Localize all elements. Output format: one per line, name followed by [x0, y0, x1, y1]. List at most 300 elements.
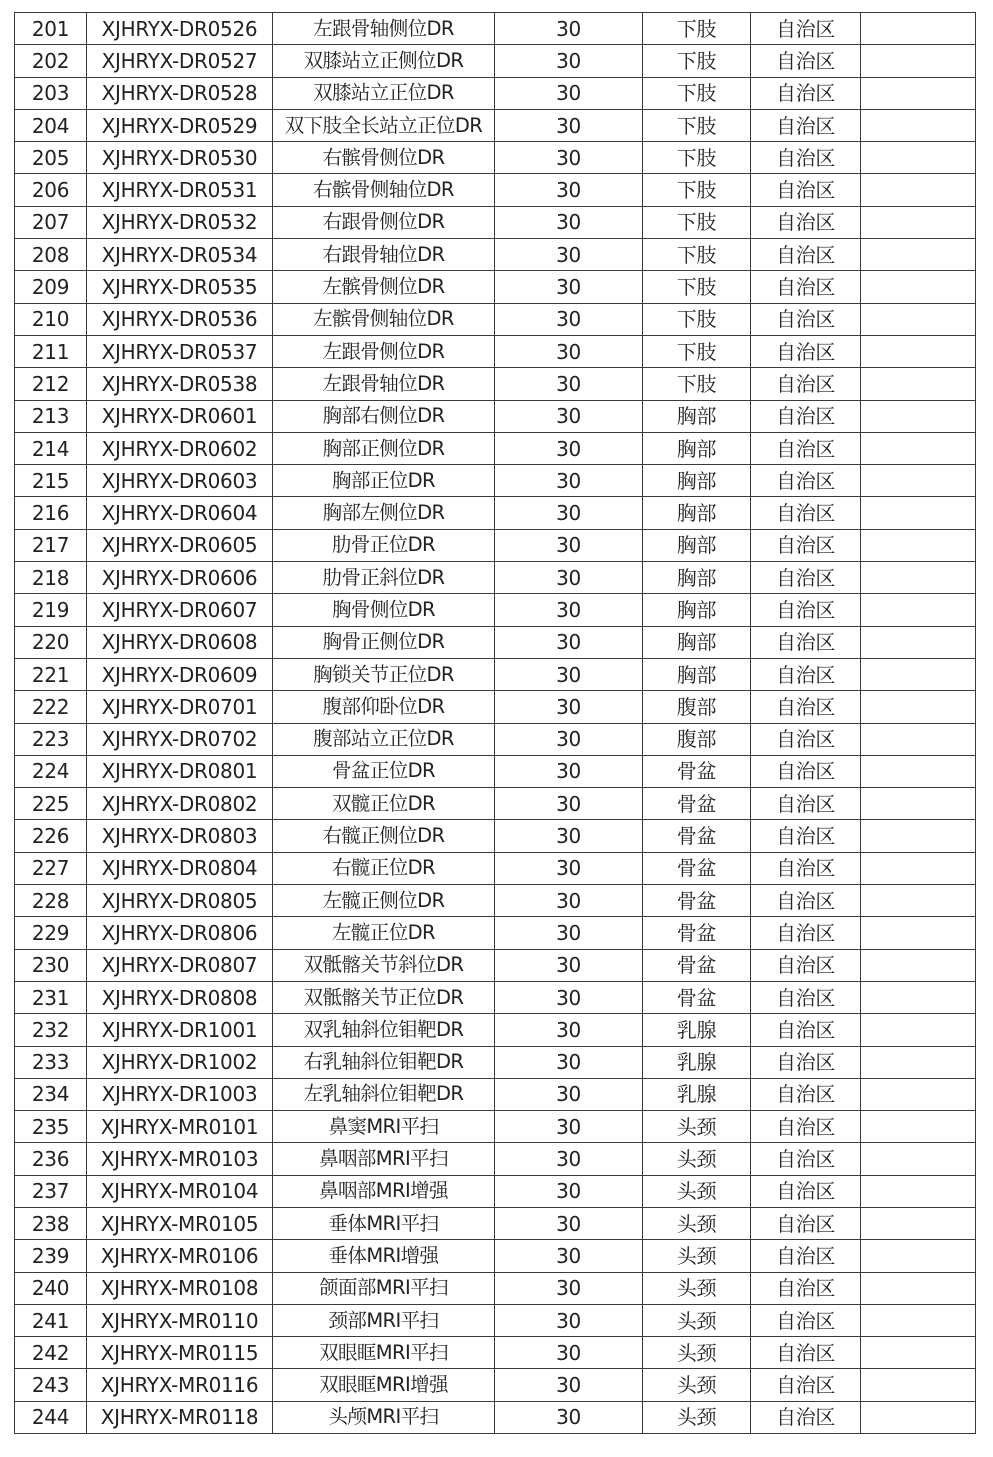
level-cell: 自治区 — [751, 368, 861, 400]
item-code-cell: XJHRYX-MR0110 — [87, 1304, 273, 1336]
price-cell: 30 — [495, 1143, 643, 1175]
table-row — [15, 820, 976, 852]
exam-items-table — [14, 12, 976, 1434]
item-name-cell: 右乳轴斜位钼靶DR — [273, 1046, 495, 1078]
item-name-cell: 鼻窦MRI平扫 — [273, 1111, 495, 1143]
price-cell: 30 — [495, 852, 643, 884]
empty-cell — [861, 1014, 976, 1046]
row-number-cell: 213 — [15, 400, 87, 432]
empty-cell — [861, 820, 976, 852]
item-name-cell: 肋骨正斜位DR — [273, 562, 495, 594]
row-number-cell: 215 — [15, 465, 87, 497]
item-name-cell: 双乳轴斜位钼靶DR — [273, 1014, 495, 1046]
price-cell: 30 — [495, 239, 643, 271]
level-cell: 自治区 — [751, 335, 861, 367]
row-number-cell: 203 — [15, 77, 87, 109]
item-name-cell: 鼻咽部MRI增强 — [273, 1175, 495, 1207]
empty-cell — [861, 723, 976, 755]
level-cell: 自治区 — [751, 1304, 861, 1336]
body-part-cell: 头颈 — [643, 1369, 751, 1401]
row-number-cell: 221 — [15, 658, 87, 690]
item-name-cell: 骨盆正位DR — [273, 755, 495, 787]
table-row — [15, 77, 976, 109]
price-cell: 30 — [495, 949, 643, 981]
table-row — [15, 562, 976, 594]
level-cell: 自治区 — [751, 1240, 861, 1272]
item-name-cell: 左跟骨轴侧位DR — [273, 13, 495, 45]
price-cell: 30 — [495, 271, 643, 303]
table-row — [15, 432, 976, 464]
price-cell: 30 — [495, 77, 643, 109]
level-cell: 自治区 — [751, 981, 861, 1013]
row-number-cell: 225 — [15, 788, 87, 820]
item-name-cell: 左乳轴斜位钼靶DR — [273, 1078, 495, 1110]
empty-cell — [861, 497, 976, 529]
row-number-cell: 207 — [15, 206, 87, 238]
price-cell: 30 — [495, 142, 643, 174]
table-row — [15, 1078, 976, 1110]
price-cell: 30 — [495, 723, 643, 755]
row-number-cell: 216 — [15, 497, 87, 529]
table-row — [15, 1304, 976, 1336]
item-code-cell: XJHRYX-DR0527 — [87, 45, 273, 77]
item-code-cell: XJHRYX-DR0602 — [87, 432, 273, 464]
item-name-cell: 垂体MRI增强 — [273, 1240, 495, 1272]
price-cell: 30 — [495, 368, 643, 400]
table-row — [15, 497, 976, 529]
empty-cell — [861, 109, 976, 141]
level-cell: 自治区 — [751, 562, 861, 594]
body-part-cell: 胸部 — [643, 562, 751, 594]
empty-cell — [861, 303, 976, 335]
empty-cell — [861, 594, 976, 626]
item-name-cell: 右髋正位DR — [273, 852, 495, 884]
item-code-cell: XJHRYX-DR0530 — [87, 142, 273, 174]
row-number-cell: 209 — [15, 271, 87, 303]
table-row — [15, 788, 976, 820]
level-cell: 自治区 — [751, 949, 861, 981]
price-cell: 30 — [495, 465, 643, 497]
row-number-cell: 241 — [15, 1304, 87, 1336]
price-cell: 30 — [495, 303, 643, 335]
table-row — [15, 335, 976, 367]
row-number-cell: 233 — [15, 1046, 87, 1078]
item-code-cell: XJHRYX-DR0808 — [87, 981, 273, 1013]
level-cell: 自治区 — [751, 691, 861, 723]
item-code-cell: XJHRYX-DR0526 — [87, 13, 273, 45]
empty-cell — [861, 174, 976, 206]
item-code-cell: XJHRYX-MR0116 — [87, 1369, 273, 1401]
table-row — [15, 529, 976, 561]
row-number-cell: 206 — [15, 174, 87, 206]
empty-cell — [861, 755, 976, 787]
table-row — [15, 465, 976, 497]
item-code-cell: XJHRYX-DR0604 — [87, 497, 273, 529]
level-cell: 自治区 — [751, 626, 861, 658]
price-cell: 30 — [495, 788, 643, 820]
level-cell: 自治区 — [751, 400, 861, 432]
table-row — [15, 949, 976, 981]
table-row — [15, 1272, 976, 1304]
body-part-cell: 胸部 — [643, 626, 751, 658]
body-part-cell: 骨盆 — [643, 981, 751, 1013]
item-name-cell: 右髌骨侧轴位DR — [273, 174, 495, 206]
level-cell: 自治区 — [751, 432, 861, 464]
body-part-cell: 胸部 — [643, 594, 751, 626]
level-cell: 自治区 — [751, 271, 861, 303]
body-part-cell: 乳腺 — [643, 1046, 751, 1078]
item-code-cell: XJHRYX-DR0805 — [87, 885, 273, 917]
table-row — [15, 626, 976, 658]
row-number-cell: 204 — [15, 109, 87, 141]
empty-cell — [861, 368, 976, 400]
item-name-cell: 胸锁关节正位DR — [273, 658, 495, 690]
row-number-cell: 220 — [15, 626, 87, 658]
body-part-cell: 头颈 — [643, 1111, 751, 1143]
body-part-cell: 下肢 — [643, 335, 751, 367]
empty-cell — [861, 1240, 976, 1272]
item-code-cell: XJHRYX-DR0531 — [87, 174, 273, 206]
empty-cell — [861, 1401, 976, 1433]
empty-cell — [861, 1046, 976, 1078]
item-code-cell: XJHRYX-DR0607 — [87, 594, 273, 626]
empty-cell — [861, 45, 976, 77]
body-part-cell: 下肢 — [643, 142, 751, 174]
row-number-cell: 214 — [15, 432, 87, 464]
body-part-cell: 头颈 — [643, 1143, 751, 1175]
item-code-cell: XJHRYX-DR0528 — [87, 77, 273, 109]
item-code-cell: XJHRYX-DR0701 — [87, 691, 273, 723]
empty-cell — [861, 1143, 976, 1175]
empty-cell — [861, 1304, 976, 1336]
body-part-cell: 骨盆 — [643, 852, 751, 884]
table-row — [15, 1175, 976, 1207]
level-cell: 自治区 — [751, 1078, 861, 1110]
body-part-cell: 头颈 — [643, 1401, 751, 1433]
item-name-cell: 垂体MRI平扫 — [273, 1207, 495, 1239]
row-number-cell: 231 — [15, 981, 87, 1013]
empty-cell — [861, 562, 976, 594]
empty-cell — [861, 1078, 976, 1110]
body-part-cell: 下肢 — [643, 271, 751, 303]
item-name-cell: 双膝站立正侧位DR — [273, 45, 495, 77]
row-number-cell: 235 — [15, 1111, 87, 1143]
row-number-cell: 226 — [15, 820, 87, 852]
item-name-cell: 胸骨侧位DR — [273, 594, 495, 626]
item-code-cell: XJHRYX-DR0536 — [87, 303, 273, 335]
body-part-cell: 胸部 — [643, 400, 751, 432]
level-cell: 自治区 — [751, 1272, 861, 1304]
item-code-cell: XJHRYX-MR0108 — [87, 1272, 273, 1304]
body-part-cell: 下肢 — [643, 174, 751, 206]
item-code-cell: XJHRYX-MR0104 — [87, 1175, 273, 1207]
item-name-cell: 颌面部MRI平扫 — [273, 1272, 495, 1304]
price-cell: 30 — [495, 400, 643, 432]
level-cell: 自治区 — [751, 852, 861, 884]
body-part-cell: 头颈 — [643, 1207, 751, 1239]
item-code-cell: XJHRYX-DR0535 — [87, 271, 273, 303]
level-cell: 自治区 — [751, 1014, 861, 1046]
item-name-cell: 腹部仰卧位DR — [273, 691, 495, 723]
body-part-cell: 下肢 — [643, 206, 751, 238]
item-name-cell: 腹部站立正位DR — [273, 723, 495, 755]
row-number-cell: 234 — [15, 1078, 87, 1110]
item-code-cell: XJHRYX-DR0801 — [87, 755, 273, 787]
price-cell: 30 — [495, 1046, 643, 1078]
body-part-cell: 下肢 — [643, 109, 751, 141]
price-cell: 30 — [495, 658, 643, 690]
body-part-cell: 胸部 — [643, 658, 751, 690]
empty-cell — [861, 885, 976, 917]
empty-cell — [861, 691, 976, 723]
table-row — [15, 885, 976, 917]
level-cell: 自治区 — [751, 174, 861, 206]
body-part-cell: 头颈 — [643, 1304, 751, 1336]
row-number-cell: 222 — [15, 691, 87, 723]
body-part-cell: 下肢 — [643, 303, 751, 335]
body-part-cell: 下肢 — [643, 77, 751, 109]
item-code-cell: XJHRYX-DR0537 — [87, 335, 273, 367]
level-cell: 自治区 — [751, 1111, 861, 1143]
empty-cell — [861, 206, 976, 238]
price-cell: 30 — [495, 917, 643, 949]
price-cell: 30 — [495, 1207, 643, 1239]
row-number-cell: 230 — [15, 949, 87, 981]
level-cell: 自治区 — [751, 788, 861, 820]
empty-cell — [861, 465, 976, 497]
empty-cell — [861, 1369, 976, 1401]
item-name-cell: 双眼眶MRI平扫 — [273, 1337, 495, 1369]
empty-cell — [861, 1272, 976, 1304]
item-code-cell: XJHRYX-MR0103 — [87, 1143, 273, 1175]
item-code-cell: XJHRYX-DR0806 — [87, 917, 273, 949]
table-row — [15, 45, 976, 77]
row-number-cell: 219 — [15, 594, 87, 626]
row-number-cell: 243 — [15, 1369, 87, 1401]
item-name-cell: 头颅MRI平扫 — [273, 1401, 495, 1433]
row-number-cell: 237 — [15, 1175, 87, 1207]
empty-cell — [861, 1111, 976, 1143]
empty-cell — [861, 271, 976, 303]
level-cell: 自治区 — [751, 13, 861, 45]
item-name-cell: 颈部MRI平扫 — [273, 1304, 495, 1336]
item-code-cell: XJHRYX-DR0601 — [87, 400, 273, 432]
body-part-cell: 骨盆 — [643, 820, 751, 852]
level-cell: 自治区 — [751, 303, 861, 335]
empty-cell — [861, 852, 976, 884]
empty-cell — [861, 658, 976, 690]
table-row — [15, 142, 976, 174]
item-code-cell: XJHRYX-DR0603 — [87, 465, 273, 497]
row-number-cell: 212 — [15, 368, 87, 400]
price-cell: 30 — [495, 594, 643, 626]
item-name-cell: 双髋正位DR — [273, 788, 495, 820]
price-cell: 30 — [495, 755, 643, 787]
level-cell: 自治区 — [751, 755, 861, 787]
price-cell: 30 — [495, 1111, 643, 1143]
item-name-cell: 胸部右侧位DR — [273, 400, 495, 432]
table-row — [15, 658, 976, 690]
price-cell: 30 — [495, 1369, 643, 1401]
body-part-cell: 胸部 — [643, 432, 751, 464]
body-part-cell: 胸部 — [643, 497, 751, 529]
level-cell: 自治区 — [751, 45, 861, 77]
item-name-cell: 胸部左侧位DR — [273, 497, 495, 529]
body-part-cell: 下肢 — [643, 45, 751, 77]
body-part-cell: 骨盆 — [643, 788, 751, 820]
level-cell: 自治区 — [751, 142, 861, 174]
price-cell: 30 — [495, 497, 643, 529]
empty-cell — [861, 13, 976, 45]
item-name-cell: 胸部正侧位DR — [273, 432, 495, 464]
level-cell: 自治区 — [751, 917, 861, 949]
body-part-cell: 骨盆 — [643, 885, 751, 917]
item-name-cell: 左跟骨轴位DR — [273, 368, 495, 400]
item-code-cell: XJHRYX-DR0538 — [87, 368, 273, 400]
price-cell: 30 — [495, 885, 643, 917]
price-cell: 30 — [495, 109, 643, 141]
row-number-cell: 201 — [15, 13, 87, 45]
level-cell: 自治区 — [751, 885, 861, 917]
empty-cell — [861, 529, 976, 561]
item-code-cell: XJHRYX-DR0529 — [87, 109, 273, 141]
item-name-cell: 双下肢全长站立正位DR — [273, 109, 495, 141]
row-number-cell: 244 — [15, 1401, 87, 1433]
level-cell: 自治区 — [751, 594, 861, 626]
price-cell: 30 — [495, 174, 643, 206]
body-part-cell: 头颈 — [643, 1272, 751, 1304]
table-row — [15, 1207, 976, 1239]
table-row — [15, 174, 976, 206]
level-cell: 自治区 — [751, 1175, 861, 1207]
empty-cell — [861, 239, 976, 271]
item-name-cell: 肋骨正位DR — [273, 529, 495, 561]
row-number-cell: 232 — [15, 1014, 87, 1046]
table-row — [15, 1046, 976, 1078]
table-row — [15, 1143, 976, 1175]
item-code-cell: XJHRYX-MR0101 — [87, 1111, 273, 1143]
price-cell: 30 — [495, 1272, 643, 1304]
price-cell: 30 — [495, 691, 643, 723]
row-number-cell: 210 — [15, 303, 87, 335]
level-cell: 自治区 — [751, 820, 861, 852]
item-name-cell: 双膝站立正位DR — [273, 77, 495, 109]
level-cell: 自治区 — [751, 239, 861, 271]
item-name-cell: 左髋正侧位DR — [273, 885, 495, 917]
level-cell: 自治区 — [751, 658, 861, 690]
row-number-cell: 228 — [15, 885, 87, 917]
empty-cell — [861, 77, 976, 109]
item-name-cell: 右跟骨侧位DR — [273, 206, 495, 238]
body-part-cell: 胸部 — [643, 529, 751, 561]
empty-cell — [861, 1175, 976, 1207]
table-row — [15, 1369, 976, 1401]
body-part-cell: 腹部 — [643, 723, 751, 755]
table-row — [15, 594, 976, 626]
row-number-cell: 229 — [15, 917, 87, 949]
level-cell: 自治区 — [751, 1401, 861, 1433]
price-cell: 30 — [495, 1078, 643, 1110]
table-row — [15, 755, 976, 787]
price-cell: 30 — [495, 1240, 643, 1272]
item-code-cell: XJHRYX-DR1003 — [87, 1078, 273, 1110]
row-number-cell: 238 — [15, 1207, 87, 1239]
level-cell: 自治区 — [751, 1207, 861, 1239]
table-row — [15, 723, 976, 755]
item-code-cell: XJHRYX-DR1002 — [87, 1046, 273, 1078]
body-part-cell: 骨盆 — [643, 949, 751, 981]
price-cell: 30 — [495, 432, 643, 464]
empty-cell — [861, 917, 976, 949]
empty-cell — [861, 142, 976, 174]
item-code-cell: XJHRYX-DR0804 — [87, 852, 273, 884]
table-row — [15, 109, 976, 141]
empty-cell — [861, 788, 976, 820]
price-cell: 30 — [495, 1401, 643, 1433]
level-cell: 自治区 — [751, 465, 861, 497]
body-part-cell: 乳腺 — [643, 1078, 751, 1110]
price-cell: 30 — [495, 45, 643, 77]
item-name-cell: 双眼眶MRI增强 — [273, 1369, 495, 1401]
table-row — [15, 852, 976, 884]
item-name-cell: 左髌骨侧位DR — [273, 271, 495, 303]
price-cell: 30 — [495, 529, 643, 561]
item-code-cell: XJHRYX-MR0106 — [87, 1240, 273, 1272]
table-row — [15, 1240, 976, 1272]
table-row — [15, 239, 976, 271]
table-body — [15, 13, 976, 1434]
empty-cell — [861, 432, 976, 464]
document-table-container — [14, 12, 975, 1434]
price-cell: 30 — [495, 1304, 643, 1336]
table-row — [15, 368, 976, 400]
body-part-cell: 头颈 — [643, 1337, 751, 1369]
empty-cell — [861, 335, 976, 367]
price-cell: 30 — [495, 981, 643, 1013]
empty-cell — [861, 626, 976, 658]
row-number-cell: 223 — [15, 723, 87, 755]
level-cell: 自治区 — [751, 497, 861, 529]
body-part-cell: 下肢 — [643, 368, 751, 400]
level-cell: 自治区 — [751, 723, 861, 755]
price-cell: 30 — [495, 1014, 643, 1046]
table-row — [15, 691, 976, 723]
item-code-cell: XJHRYX-DR0608 — [87, 626, 273, 658]
row-number-cell: 224 — [15, 755, 87, 787]
row-number-cell: 242 — [15, 1337, 87, 1369]
item-name-cell: 左髋正位DR — [273, 917, 495, 949]
row-number-cell: 218 — [15, 562, 87, 594]
level-cell: 自治区 — [751, 206, 861, 238]
item-name-cell: 左跟骨侧位DR — [273, 335, 495, 367]
item-name-cell: 右髋正侧位DR — [273, 820, 495, 852]
item-code-cell: XJHRYX-DR0702 — [87, 723, 273, 755]
level-cell: 自治区 — [751, 1046, 861, 1078]
row-number-cell: 211 — [15, 335, 87, 367]
table-row — [15, 13, 976, 45]
item-name-cell: 左髌骨侧轴位DR — [273, 303, 495, 335]
price-cell: 30 — [495, 1175, 643, 1207]
row-number-cell: 240 — [15, 1272, 87, 1304]
item-name-cell: 双骶髂关节斜位DR — [273, 949, 495, 981]
row-number-cell: 205 — [15, 142, 87, 174]
price-cell: 30 — [495, 206, 643, 238]
table-row — [15, 1111, 976, 1143]
table-row — [15, 400, 976, 432]
item-code-cell: XJHRYX-MR0115 — [87, 1337, 273, 1369]
body-part-cell: 下肢 — [643, 239, 751, 271]
table-row — [15, 1401, 976, 1433]
